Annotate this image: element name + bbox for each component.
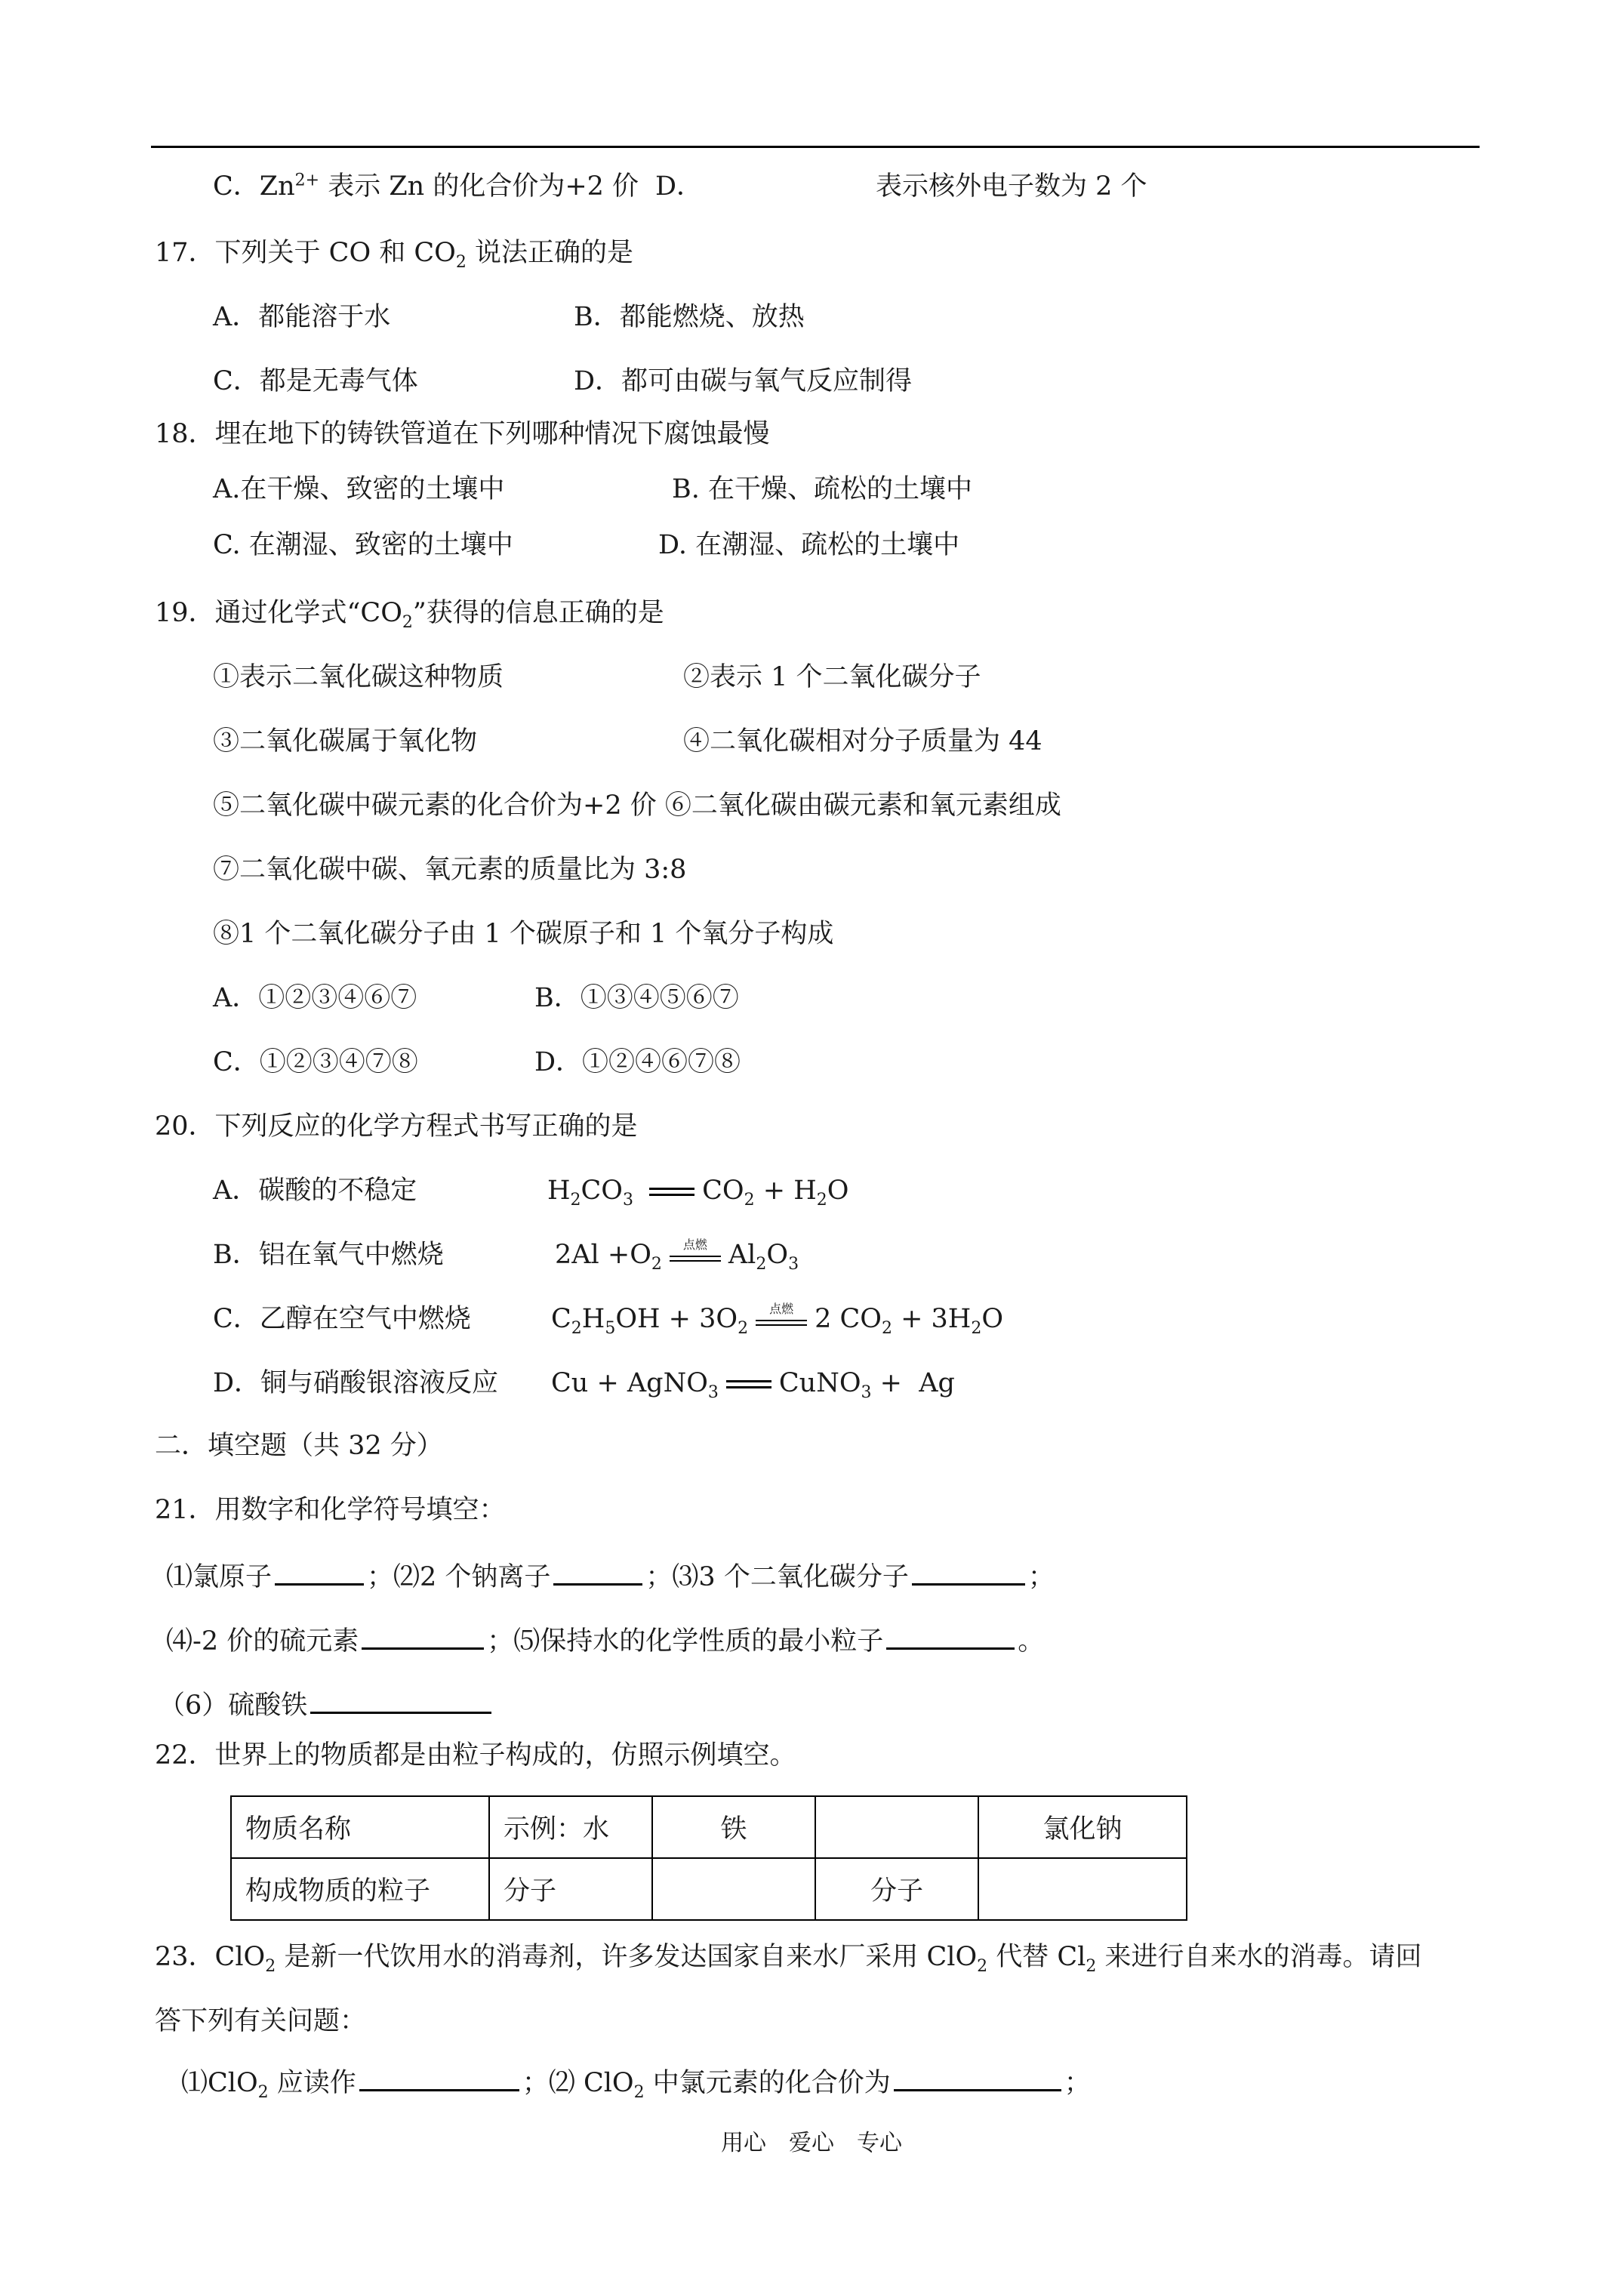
q23-line-1: 23．ClO$_2$ 是新一代饮用水的消毒剂，许多发达国家自来水厂采用 ClO$_2$ 代替 $Cl_2$ 来进行自来水的消毒。请回 (155, 1942, 1422, 1976)
q19-option-d: D．①②④⑥⑦⑧ (534, 1047, 741, 1077)
q19-stem: 19．通过化学式“$CO_2$”获得的信息正确的是 (155, 598, 664, 632)
table-cell[interactable] (978, 1858, 1187, 1920)
answer-blank[interactable] (359, 2063, 519, 2091)
q17-option-c: C．都是无毒气体 (213, 366, 418, 396)
answer-blank[interactable] (275, 1558, 364, 1586)
table-row (231, 1858, 1187, 1920)
q21-line-2: ⑷-2 价的硫元素 ；⑸保持水的化学性质的最小粒子 。 (166, 1622, 1044, 1658)
q23-line-2: 答下列有关问题： (155, 2006, 367, 2036)
q19-item: ⑦二氧化碳中碳、氧元素的质量比为 3:8 (213, 855, 687, 885)
table-cell[interactable] (652, 1858, 815, 1920)
table-cell: 示例：水 (489, 1796, 652, 1858)
q19-item: ⑧1 个二氧化碳分子由 1 个碳原子和 1 个氧分子构成 (213, 919, 834, 949)
reaction-condition: 点燃 (754, 1309, 808, 1332)
answer-blank[interactable] (553, 1558, 642, 1586)
q19-item: ⑤二氧化碳中碳元素的化合价为+2 价 ⑥二氧化碳由碳元素和氧元素组成 (213, 791, 1061, 821)
table-cell: 构成物质的粒子 (231, 1858, 489, 1920)
q17-stem: 17．下列关于 CO 和 $CO_2$ 说法正确的是 (155, 238, 634, 272)
table-row (231, 1796, 1187, 1858)
table-cell: 氯化钠 (978, 1796, 1187, 1858)
table-cell[interactable] (815, 1796, 978, 1858)
q21-line-3: （6）硫酸铁 (159, 1686, 494, 1722)
answer-blank[interactable] (912, 1558, 1025, 1586)
q20-option-a-label: A．碳酸的不稳定 (213, 1176, 417, 1206)
q19-item: ①表示二氧化碳这种物质 (213, 662, 504, 692)
table-cell: 铁 (652, 1796, 815, 1858)
q19-item: ④二氧化碳相对分子质量为 44 (683, 726, 1042, 757)
q16-option-d-label: D． (655, 171, 704, 202)
answer-blank[interactable] (894, 2063, 1061, 2091)
table-cell: 物质名称 (231, 1796, 489, 1858)
equals-sign (649, 1185, 694, 1200)
q19-item: ②表示 1 个二氧化碳分子 (683, 662, 981, 692)
q18-stem: 18．埋在地下的铸铁管道在下列哪种情况下腐蚀最慢 (155, 419, 770, 449)
q20-option-d-equation: Cu + AgNO$_3$ CuNO$_3$ + Ag (551, 1368, 955, 1402)
particle-table (230, 1795, 1187, 1921)
q22-stem: 22．世界上的物质都是由粒子构成的，仿照示例填空。 (155, 1740, 796, 1771)
q19-option-c: C．①②③④⑦⑧ (213, 1047, 418, 1077)
q18-option-a: A.在干燥、致密的土壤中 (213, 474, 505, 504)
q18-option-d: D. 在潮湿、疏松的土壤中 (658, 530, 960, 560)
q19-item: ③二氧化碳属于氧化物 (213, 726, 478, 757)
page-footer: 用心 爱心 专心 (721, 2130, 902, 2156)
q18-option-b: B. 在干燥、疏松的土壤中 (672, 474, 972, 504)
answer-blank[interactable] (310, 1686, 491, 1714)
q17-option-d: D．都可由碳与氧气反应制得 (574, 366, 913, 396)
header-rule (151, 146, 1480, 148)
equals-sign (726, 1377, 771, 1392)
q20-option-c-label: C．乙醇在空气中燃烧 (213, 1304, 471, 1334)
q20-option-a-equation: $H_2CO_3$ $CO_2 + H_2O$ (547, 1176, 849, 1210)
q20-option-d-label: D．铜与硝酸银溶液反应 (213, 1368, 499, 1398)
reaction-condition: 点燃 (668, 1245, 722, 1268)
q17-option-b: B．都能燃烧、放热 (574, 302, 805, 332)
q17-option-a: A．都能溶于水 (213, 302, 391, 332)
q20-option-c-equation: $C_2H_5OH + 3O_2$ 点燃 2 $CO_2 + 3H_2O$ (551, 1301, 1004, 1338)
q20-option-b-equation: $2Al +O_2$ 点燃 $Al_2O_3$ (555, 1237, 799, 1274)
q21-line-1: ⑴氯原子 ；⑵2 个钠离子 ；⑶3 个二氧化碳分子 ； (166, 1558, 1055, 1594)
q20-option-b-label: B．铝在氧气中燃烧 (213, 1240, 444, 1270)
q16-option-c: C．$Zn^{2+}$ 表示 Zn 的化合价为+2 价 (213, 171, 639, 202)
q23-line-3: ⑴ClO$_2$ 应读作 ；⑵ ClO$_2$ 中氯元素的化合价为 ； (181, 2063, 1091, 2100)
q20-stem: 20．下列反应的化学方程式书写正确的是 (155, 1111, 638, 1142)
table-cell: 分子 (815, 1858, 978, 1920)
q18-option-c: C. 在潮湿、致密的土壤中 (213, 530, 513, 560)
q21-stem: 21．用数字和化学符号填空： (155, 1495, 506, 1525)
q19-option-a: A．①②③④⑥⑦ (213, 983, 417, 1013)
section-heading: 二．填空题（共 32 分） (155, 1431, 443, 1461)
table-cell: 分子 (489, 1858, 652, 1920)
answer-blank[interactable] (362, 1622, 484, 1650)
q16-option-d-text: 表示核外电子数为 2 个 (876, 171, 1147, 202)
q19-option-b: B．①③④⑤⑥⑦ (534, 983, 739, 1013)
answer-blank[interactable] (886, 1622, 1015, 1650)
